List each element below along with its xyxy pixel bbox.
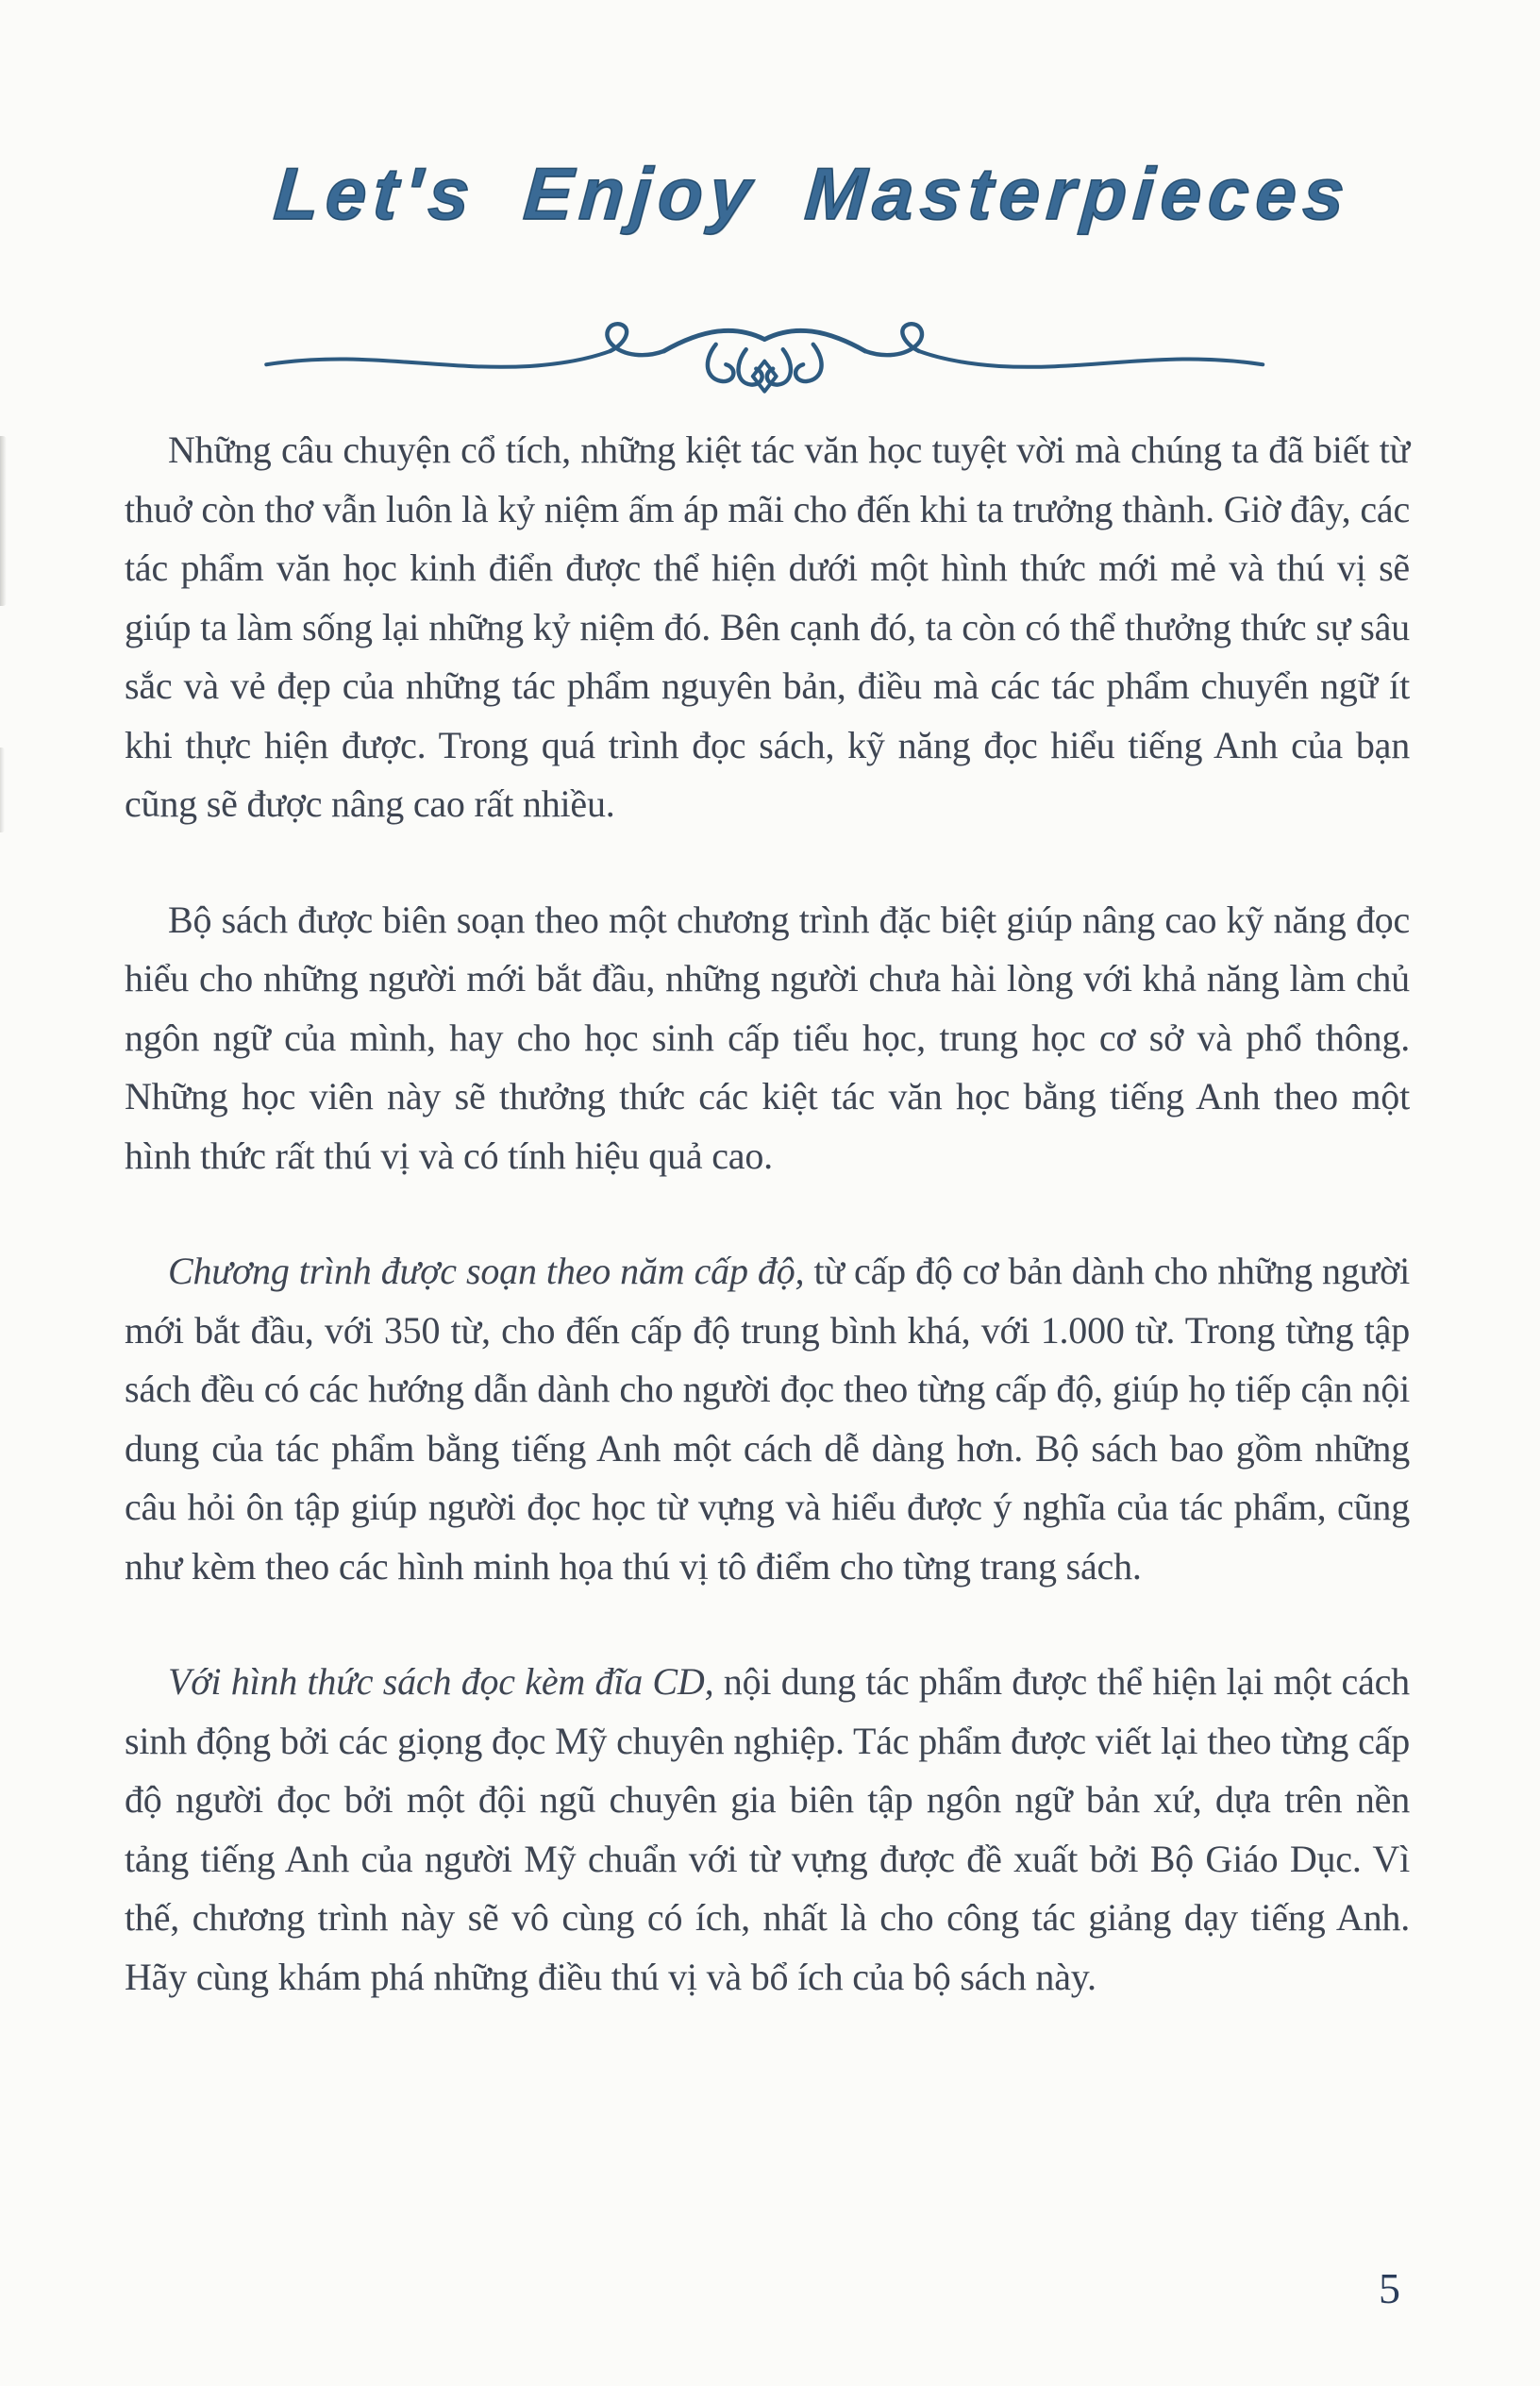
italic-run: Chương trình được soạn theo năm cấp độ, [168, 1250, 805, 1292]
text-run: Những câu chuyện cổ tích, những kiệt tác văn học tuyệt vời mà chúng ta đã biết từ thuở còn thơ vẫn luôn là kỷ niệm ấm áp mãi cho đến khi ta trưởng thành. Giờ đây, các tác phẩm văn học kinh điển được thể hiện dưới một hình thức mới mẻ và thú vị sẽ giúp ta làm sống lại những kỷ niệm đó. Bên cạnh đó, ta còn có thể thưởng thức sự sâu sắc và vẻ đẹp của những tác phẩm nguyên bản, điều mà các tác phẩm chuyển ngữ ít khi thực hiện được. Trong quá trình đọc sách, kỹ năng đọc hiểu tiếng Anh của bạn cũng sẽ được nâng cao rất nhiều. [125, 428, 1410, 825]
text-run: Bộ sách được biên soạn theo một chương trình đặc biệt giúp nâng cao kỹ năng đọc hiểu cho những người mới bắt đầu, những người chưa hài lòng với khả năng làm chủ ngôn ngữ của mình, hay cho học sinh cấp tiểu học, trung học cơ sở và phổ thông. Những học viên này sẽ thưởng thức các kiệt tác văn học bằng tiếng Anh theo một hình thức rất thú vị và có tính hiệu quả cao. [125, 898, 1410, 1177]
page-title: Let's Enjoy Masterpieces [271, 152, 1354, 235]
scan-edge-artifact [0, 436, 7, 606]
flourish-svg [200, 321, 1332, 396]
body-text [125, 421, 1410, 2007]
text-run: nội dung tác phẩm được thể hiện lại một cách sinh động bởi các giọng đọc Mỹ chuyên nghiệp. Tác phẩm được viết lại theo từng cấp độ người đọc bởi một đội ngũ chuyên gia biên tập ngôn ngữ bản xứ, dựa trên nền tảng tiếng Anh của người Mỹ chuẩn với từ vựng được đề xuất bởi Bộ Giáo Dục. Vì thế, chương trình này sẽ vô cùng có ích, nhất là cho công tác giảng dạy tiếng Anh. Hãy cùng khám phá những điều thú vị và bổ ích của bộ sách này. [125, 1660, 1410, 1998]
page-number: 5 [1379, 2264, 1400, 2312]
flourish-divider-icon [200, 321, 1332, 396]
paragraph [125, 421, 1410, 834]
text-run: từ cấp độ cơ bản dành cho những người mới bắt đầu, với 350 từ, cho đến cấp độ trung bình khá, với 1.000 từ. Trong từng tập sách đều có các hướng dẫn dành cho người đọc theo từng cấp độ, giúp họ tiếp cận nội dung của tác phẩm bằng tiếng Anh một cách dễ dàng hơn. Bộ sách bao gồm những câu hỏi ôn tập giúp người đọc học từ vựng và hiểu được ý nghĩa của tác phẩm, cũng như kèm theo các hình minh họa thú vị tô điểm cho từng trang sách. [125, 1250, 1410, 1588]
paragraph [125, 1653, 1410, 2007]
paragraph [125, 891, 1410, 1186]
italic-run: Với hình thức sách đọc kèm đĩa CD, [168, 1660, 714, 1703]
paragraph [125, 1242, 1410, 1596]
